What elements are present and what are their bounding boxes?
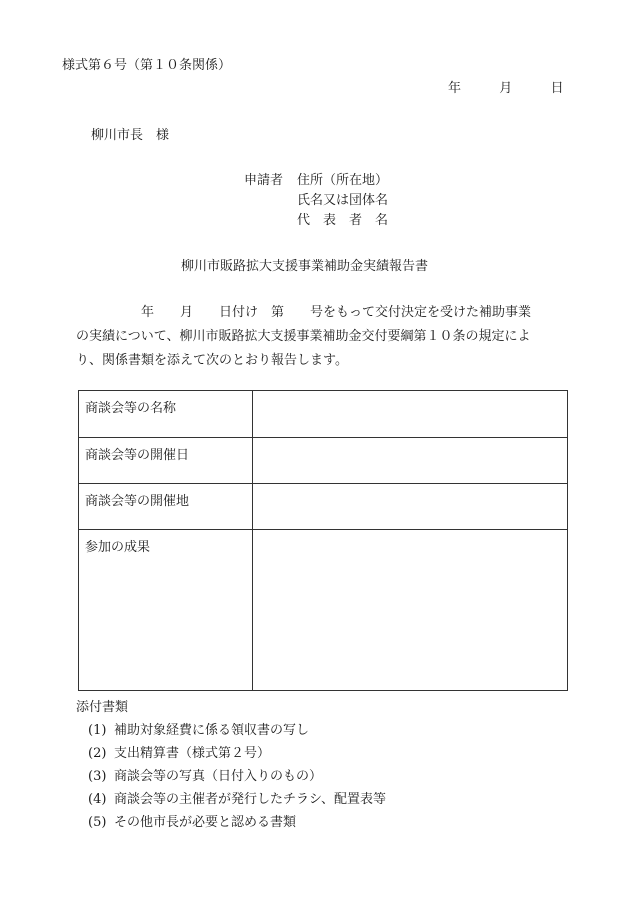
- addressee: 柳川市長 様: [91, 128, 170, 143]
- document-title: 柳川市販路拡大支援事業補助金実績報告書: [181, 259, 429, 274]
- body-line-3: り、関係書類を添えて次のとおり報告します。: [76, 353, 348, 368]
- item-text: 商談会等の写真（日付入りのもの）: [114, 769, 323, 784]
- item-number: (4): [88, 792, 107, 807]
- list-item: [76, 811, 386, 834]
- date-day: 日: [550, 81, 564, 96]
- applicant-address-label: 住所（所在地）: [297, 173, 389, 188]
- table-row: [79, 530, 568, 691]
- attachments-section: [76, 696, 386, 834]
- row-label: 商談会等の開催日: [79, 438, 253, 484]
- report-body: [76, 301, 572, 373]
- applicant-role: 申請者: [244, 173, 284, 188]
- body-line-1: 年 月 日付け 第 号をもって交付決定を受けた補助事業: [76, 305, 532, 320]
- item-text: 商談会等の主催者が発行したチラシ、配置表等: [114, 792, 386, 807]
- item-number: (3): [88, 769, 107, 784]
- applicant-representative-label: 代 表 者 名: [297, 213, 389, 228]
- row-value[interactable]: [253, 484, 568, 530]
- attachments-heading: 添付書類: [76, 700, 129, 715]
- item-text: 支出精算書（様式第２号）: [114, 746, 271, 761]
- list-item: [76, 765, 386, 788]
- row-value[interactable]: [253, 391, 568, 438]
- item-number: (5): [88, 815, 107, 830]
- body-line-2: の実績について、柳川市販路拡大支援事業補助金交付要綱第１０条の規定によ: [76, 329, 531, 344]
- table-row: [79, 391, 568, 438]
- item-text: 補助対象経費に係る領収書の写し: [114, 723, 310, 738]
- table-row: [79, 438, 568, 484]
- item-number: (1): [88, 723, 107, 738]
- date-month: 月: [499, 81, 513, 96]
- row-label: 参加の成果: [79, 530, 253, 691]
- row-value[interactable]: [253, 530, 568, 691]
- date-year: 年: [448, 81, 462, 96]
- item-text: その他市長が必要と認める書類: [114, 815, 297, 830]
- row-label: 商談会等の名称: [79, 391, 253, 438]
- row-value[interactable]: [253, 438, 568, 484]
- report-table: [78, 390, 568, 691]
- table-row: [79, 484, 568, 530]
- form-number: 様式第６号（第１０条関係）: [62, 58, 232, 73]
- list-item: [76, 719, 386, 742]
- list-item: [76, 788, 386, 811]
- row-label: 商談会等の開催地: [79, 484, 253, 530]
- date-line: [448, 80, 564, 98]
- item-number: (2): [88, 746, 107, 761]
- applicant-name-label: 氏名又は団体名: [297, 193, 389, 208]
- list-item: [76, 742, 386, 765]
